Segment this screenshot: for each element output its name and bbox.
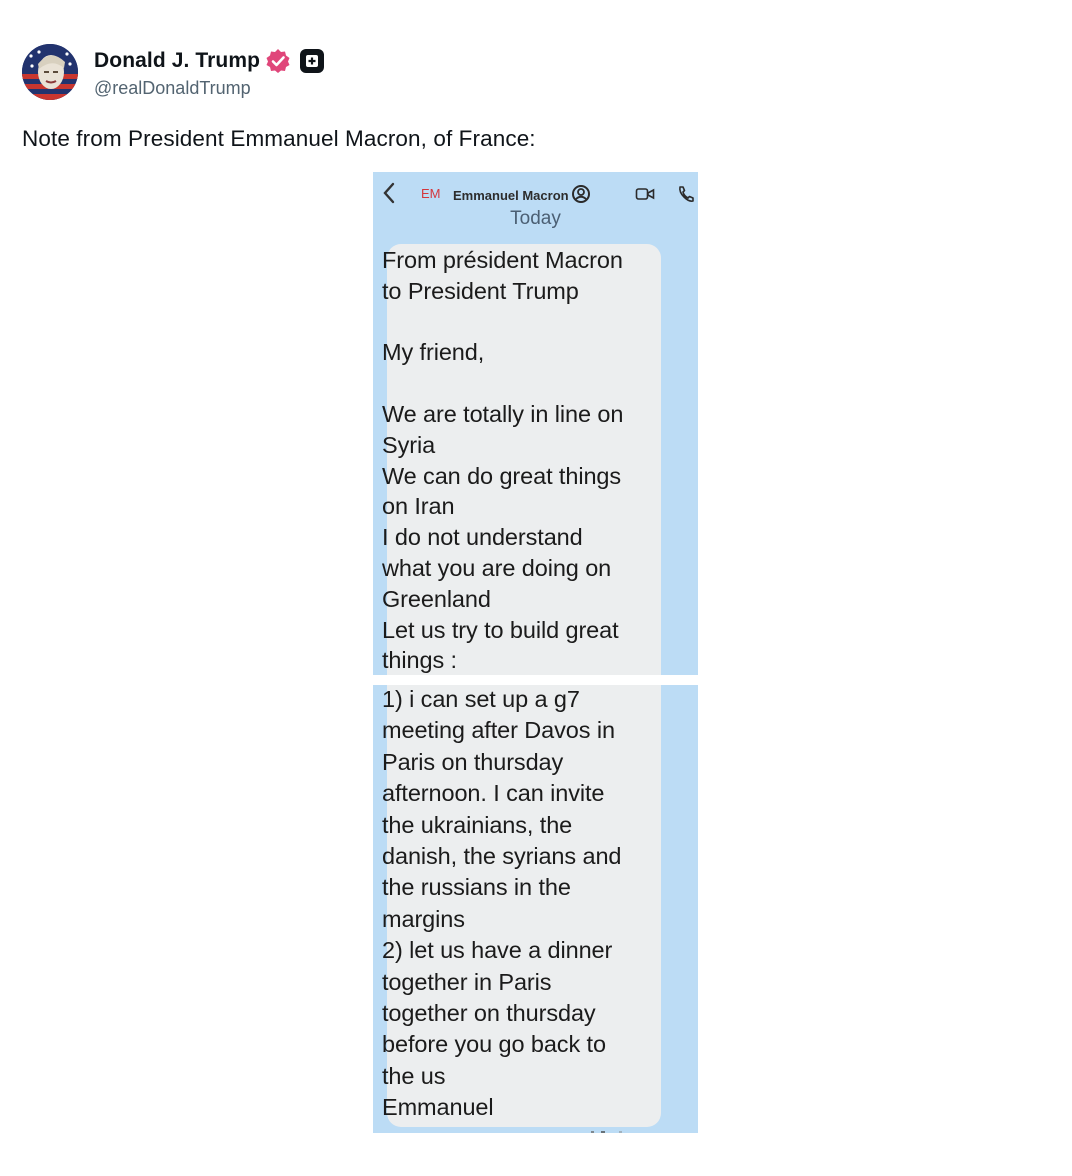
video-call-icon xyxy=(635,185,655,203)
read-status-icon xyxy=(587,1131,657,1133)
display-name[interactable]: Donald J. Trump xyxy=(94,48,261,72)
author-handle[interactable]: @realDonaldTrump xyxy=(94,77,251,98)
message-text-part-2: 1) i can set up a g7 meeting after Davos in Paris on thursday afternoon. I can invite the ukrainians, the danish, the syrians and the russians in the margins 2) let us have a dinner together in Paris together on thursday before you go back to the us Emmanuel xyxy=(382,686,622,1121)
back-chevron-icon xyxy=(381,181,397,205)
verified-badge-icon xyxy=(265,48,291,74)
contact-icon xyxy=(571,184,591,204)
name-row xyxy=(94,46,325,76)
avatar[interactable] xyxy=(22,44,78,100)
author-identity xyxy=(94,46,325,99)
contact-initials: EM xyxy=(421,186,441,201)
contact-name: Emmanuel Macron xyxy=(453,188,569,203)
post-header xyxy=(22,44,325,100)
message-text-part-1: From président Macron to President Trump My friend, We are totally in line on Syria We can do great things on Iran I do not understand what you are doing on Greenland Let us try to build great things : xyxy=(382,247,624,674)
chat-panel-top xyxy=(373,172,698,675)
plus-square-icon[interactable] xyxy=(299,48,325,74)
phone-call-icon xyxy=(677,184,695,204)
attached-screenshot[interactable] xyxy=(373,172,698,1133)
post-text: Note from President Emmanuel Macron, of France: xyxy=(22,126,536,151)
day-label: Today xyxy=(510,208,561,229)
